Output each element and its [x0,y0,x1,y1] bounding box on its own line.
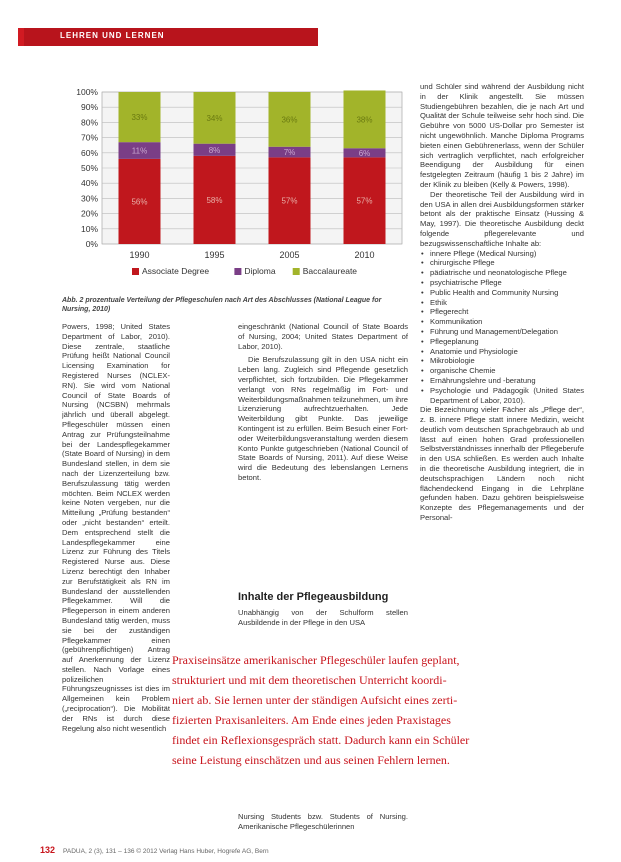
paragraph: Powers, 1998; United States Department of Labor, 2010). Diese zentrale, staatliche Prüfung heißt National Council Licensing Examination for Registered Nurses (NCLEX-RN). Sie wird vom National Council of State Boards of Nursing (NCSBN) mehrmals jährlich und überall abgelegt. Pflegeschüler müssen einen Antrag zur Prüfungsteilnahme bei der Landespflegekammer (State Board of Nursing) in dem Bundesland stellen, in dem sie nach der Lizenzerteilung bzw. Berufszulassung tätig werden möchten. Beim NCLEX werden keine Noten vergeben, nur die Mitteilung „Prüfung bestanden“ oder „nicht bestanden“ erteilt. Dem entsprechend stellt die Landespflegekammer eine Lizenz zur Führung des Titels Registered Nurse aus. Diese Lizenz berechtigt den Inhaber zur Berufstätigkeit als RN im Bundesland der ausstellenden Pflegekammer. Will die Pflegeperson in einem anderen Bundesland tätig werden, muss sie bei der zuständigen Pflegekammer einen (gebührenpflichtigen) Antrag auf Anerkennung der Lizenz stellen. Nach Vorlage eines polizeilichen Führungszeugnisses ist dies im Allgemeinen kein Problem („reciprocation“). Die Mobilität der RNs ist durch diese Regelung also nicht wesentlich [62,322,170,733]
quote-line: Praxiseinsätze amerikanischer Pflegeschüler laufen geplant, [172,653,460,667]
list-item: • Führung und Management/Delegation [420,327,584,337]
column-middle-lower [238,608,408,630]
y-tick-label: 0% [85,239,98,249]
page-footer [40,845,269,855]
y-tick-label: 90% [80,102,98,113]
list-item: • Ethik [420,298,584,308]
list-item: • Pflegerecht [420,307,584,317]
y-tick-label: 30% [80,193,98,204]
data-label: 38% [356,115,373,125]
data-label: 58% [206,195,223,205]
list-item: • Psychologie und Pädagogik (United States Department of Labor, 2010). [420,386,584,406]
list-item: • chirurgische Pflege [420,258,584,268]
y-tick-label: 100% [76,87,98,97]
section-heading: Inhalte der Pflegeausbildung [238,591,389,603]
y-tick-label: 60% [80,147,98,158]
list-item: • Public Health and Community Nursing [420,288,584,298]
list-item: • Mikrobiologie [420,356,584,366]
x-tick-label: 2010 [354,250,375,260]
data-label: 57% [281,196,298,206]
data-label: 36% [281,115,298,125]
list-item: • innere Pflege (Medical Nursing) [420,249,584,259]
quote-line: fizierten Praxisanleiters. Am Ende eines jeden Praxistages [172,713,451,727]
column-middle [238,322,408,584]
paragraph: Die Bezeichnung vieler Fächer als „Pflege der“, z. B. innere Pflege statt innere Medizin, weicht deutlich vom deutschen Sprachgebrauch ab und lässt auf einen hohen Grad professionellen Selbstverständnisses innerhalb der Pflegeberufe in den USA schließen. Es werden auch Inhalte in die theoretische Ausbildung integriert, die in deutschsprachigen Ländern noch nicht flächendeckend Eingang in die Lehrpläne gefunden haben. Dazu gehören beispielsweise Konzepte des Pflegemanagements und der Personal- [420,405,584,523]
figure-caption: Abb. 2 prozentuale Verteilung der Pflegeschulen nach Art des Abschlusses (National League for Nursing, 2010) [62,297,382,313]
y-tick-label: 50% [80,163,98,173]
header-accent [18,28,24,46]
quote-line: seine Leistung einschätzen und aus seinen Fehlern lernen. [172,753,450,767]
footer-reference: PADUA, 2 (3), 131 – 136 © 2012 Verlag Hans Huber, Hogrefe AG, Bern [63,848,269,855]
data-label: 57% [356,196,373,206]
paragraph: und Schüler sind während der Ausbildung nicht in der Klinik angestellt. Sie müssen Studiengebühren bezahlen, die je nach Art und Qualität der Schule teilweise sehr hoch sind. Die Gebühre von 5000 US-Dollar pro Semester ist nicht ungewöhnlich. Manche Diploma Programs bieten einen Gebührenerlass, wenn der Schüler sich vertraglich verpflichtet, nach erfolgreicher Beendigung der Ausbildung für einen festgelegten Zeitraum (häufig 1 bis 2 Jahre) im der Klinik zu bleiben (Kelly & Powers, 1998). [420,82,584,189]
quote-line: findet ein Reflexionsgespräch statt. Dadurch kann ein Schüler [172,733,470,747]
legend-swatch [132,268,139,275]
list-item: • Pflegeplanung [420,337,584,347]
paragraph: Nursing Students bzw. Students of Nursing. Amerikanische Pflegeschülerinnen [238,812,408,831]
paragraph: Unabhängig von der Schulform stellen Ausbildende in der Pflege in den USA [238,608,408,627]
list-item: • Kommunikation [420,317,584,327]
stacked-bar-chart [62,84,412,294]
page-number: 132 [40,845,56,855]
y-tick-label: 80% [80,117,98,128]
list-item: • pädiatrische und neonatologische Pflege [420,268,584,278]
legend-label: Diploma [244,266,276,276]
quote-line: strukturiert und mit dem theoretischen Unterricht koordi- [172,673,447,687]
legend-swatch [293,268,300,275]
data-label: 11% [131,146,148,156]
section-title: LEHREN UND LERNEN [60,31,165,40]
y-tick-label: 20% [80,208,98,219]
paragraph: eingeschränkt (National Council of State Boards of Nursing, 2004; United States Department of Labor, 2010). [238,322,408,351]
column-bottom-middle [238,812,408,834]
legend-swatch [234,268,241,275]
column-left [62,322,170,842]
y-tick-label: 70% [80,132,98,143]
quote-line: niert ab. Sie lernen unter der ständigen Aufsicht eines zerti- [172,693,458,707]
paragraph: Der theoretische Teil der Ausbildung wird in den USA in allen drei Ausbildungsformen stärker betont als der praktische Einsatz (Hussing & May, 1997). Die theoretische Ausbildung deckt folgende pflegerelevante und bezugswissenschaftliche Inhalte ab: [420,189,584,248]
x-tick-label: 1995 [204,250,225,260]
list-item: • Anatomie und Physiologie [420,347,584,357]
data-label: 8% [208,145,221,155]
y-tick-label: 40% [80,178,98,189]
data-label: 33% [131,113,148,123]
section-header [0,28,621,48]
x-tick-label: 1990 [129,250,150,260]
paragraph: Die Berufszulassung gilt in den USA nicht ein Leben lang. Zugleich sind Pflegende gesetzlich verpflichtet, sich fortzubilden. Die Pflegekammer verlangt von RNs regelmäßig im Fort- und Weiterbildungsmaßnahmen teilzunehmen, um ihre Lizenzierung aufrechtzuerhalten. Jede Weiterbildung gibt Punkte. Das jeweilige Kontingent ist zu erfüllen. Beim Besuch einer Fort- oder Weiterbildungsveranstaltung werden diesem Konto Punkte gutgeschrieben (National Council of State Boards of Nursing, 2011). Auf diese Weise wird die Bedeutung des lebenslangen Lernens betont. [238,355,408,482]
data-label: 34% [206,113,223,123]
list-item: • Ernährungslehre und -beratung [420,376,584,386]
data-label: 56% [131,197,148,207]
data-label: 7% [283,148,296,158]
legend-label: Baccalaureate [302,266,358,276]
pull-quote [172,650,472,770]
column-right [420,82,584,642]
x-tick-label: 2005 [279,250,300,260]
data-label: 6% [358,148,371,158]
y-tick-label: 10% [80,223,98,234]
list-item: • psychiatrische Pflege [420,278,584,288]
list-item: • organische Chemie [420,366,584,376]
content-list [420,249,584,406]
legend-label: Associate Degree [142,266,210,276]
